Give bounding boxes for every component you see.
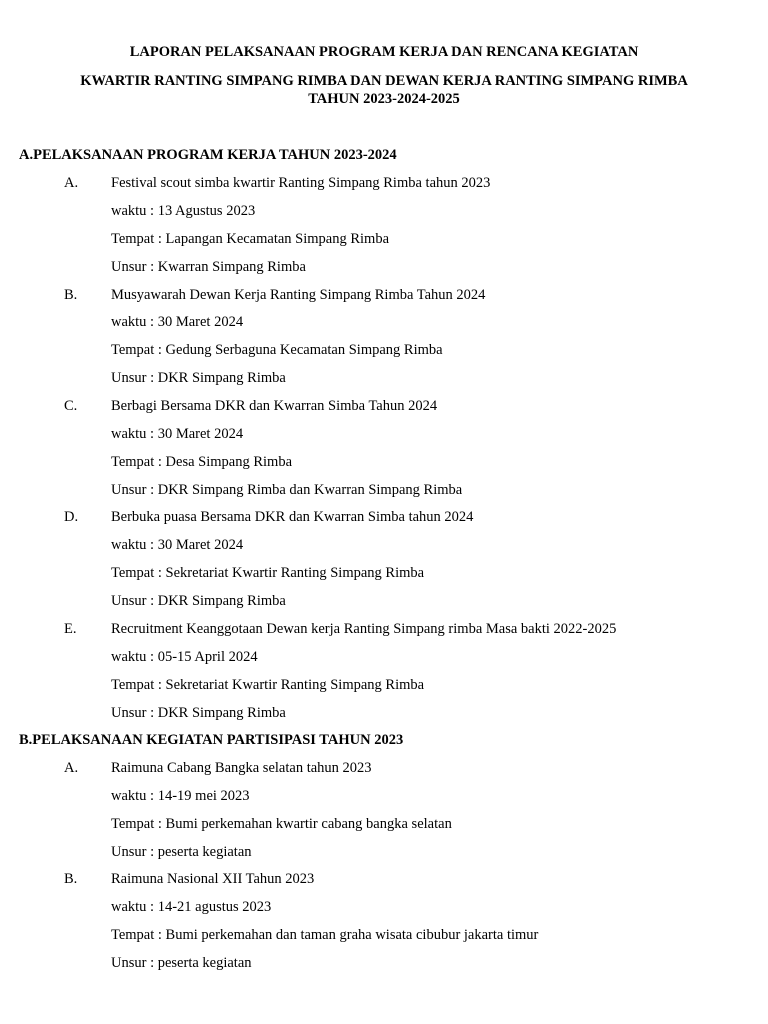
section-heading-b: B.PELAKSANAAN KEGIATAN PARTISIPASI TAHUN 2023 [19,732,404,748]
item-waktu: waktu : 14-19 mei 2023 [111,788,250,804]
item-unsur: Unsur : DKR Simpang Rimba [111,593,286,609]
item-unsur: Unsur : DKR Simpang Rimba dan Kwarran Simpang Rimba [111,482,463,498]
item-name: Berbagi Bersama DKR dan Kwarran Simba Tahun 2024 [111,398,438,414]
item-letter: C. [64,398,78,414]
item-tempat: Tempat : Desa Simpang Rimba [111,454,293,470]
report-title: LAPORAN PELAKSANAAN PROGRAM KERJA DAN RENCANA KEGIATAN [129,44,639,60]
item-letter: A. [64,760,79,776]
item-letter: E. [64,621,77,637]
item-unsur: Unsur : peserta kegiatan [111,955,252,971]
item-letter: D. [64,509,79,525]
item-waktu: waktu : 14-21 agustus 2023 [111,899,272,915]
item-waktu: waktu : 13 Agustus 2023 [111,203,256,219]
item-name: Berbuka puasa Bersama DKR dan Kwarran Simba tahun 2024 [111,509,474,525]
item-unsur: Unsur : DKR Simpang Rimba [111,705,286,721]
item-waktu: waktu : 30 Maret 2024 [111,314,244,330]
item-unsur: Unsur : peserta kegiatan [111,844,252,860]
item-name: Raimuna Cabang Bangka selatan tahun 2023 [111,760,372,776]
item-waktu: waktu : 30 Maret 2024 [111,537,244,553]
item-waktu: waktu : 30 Maret 2024 [111,426,244,442]
item-name: Raimuna Nasional XII Tahun 2023 [111,871,315,887]
report-subtitle: KWARTIR RANTING SIMPANG RIMBA DAN DEWAN KERJA RANTING SIMPANG RIMBA [80,73,688,89]
item-waktu: waktu : 05-15 April 2024 [111,649,258,665]
section-heading-a: A.PELAKSANAAN PROGRAM KERJA TAHUN 2023-2024 [19,147,397,163]
item-tempat: Tempat : Sekretariat Kwartir Ranting Simpang Rimba [111,677,425,693]
item-unsur: Unsur : Kwarran Simpang Rimba [111,259,306,275]
item-name: Festival scout simba kwartir Ranting Simpang Rimba tahun 2023 [111,175,491,191]
item-tempat: Tempat : Bumi perkemahan dan taman graha wisata cibubur jakarta timur [111,927,539,943]
item-letter: A. [64,175,79,191]
item-tempat: Tempat : Bumi perkemahan kwartir cabang bangka selatan [111,816,452,832]
item-letter: B. [64,287,78,303]
item-unsur: Unsur : DKR Simpang Rimba [111,370,286,386]
item-tempat: Tempat : Gedung Serbaguna Kecamatan Simpang Rimba [111,342,443,358]
item-name: Recruitment Keanggotaan Dewan kerja Ranting Simpang rimba Masa bakti 2022-2025 [111,621,617,637]
report-years: TAHUN 2023-2024-2025 [308,91,460,107]
item-tempat: Tempat : Sekretariat Kwartir Ranting Simpang Rimba [111,565,425,581]
item-letter: B. [64,871,78,887]
item-name: Musyawarah Dewan Kerja Ranting Simpang Rimba Tahun 2024 [111,287,486,303]
item-tempat: Tempat : Lapangan Kecamatan Simpang Rimba [111,231,390,247]
